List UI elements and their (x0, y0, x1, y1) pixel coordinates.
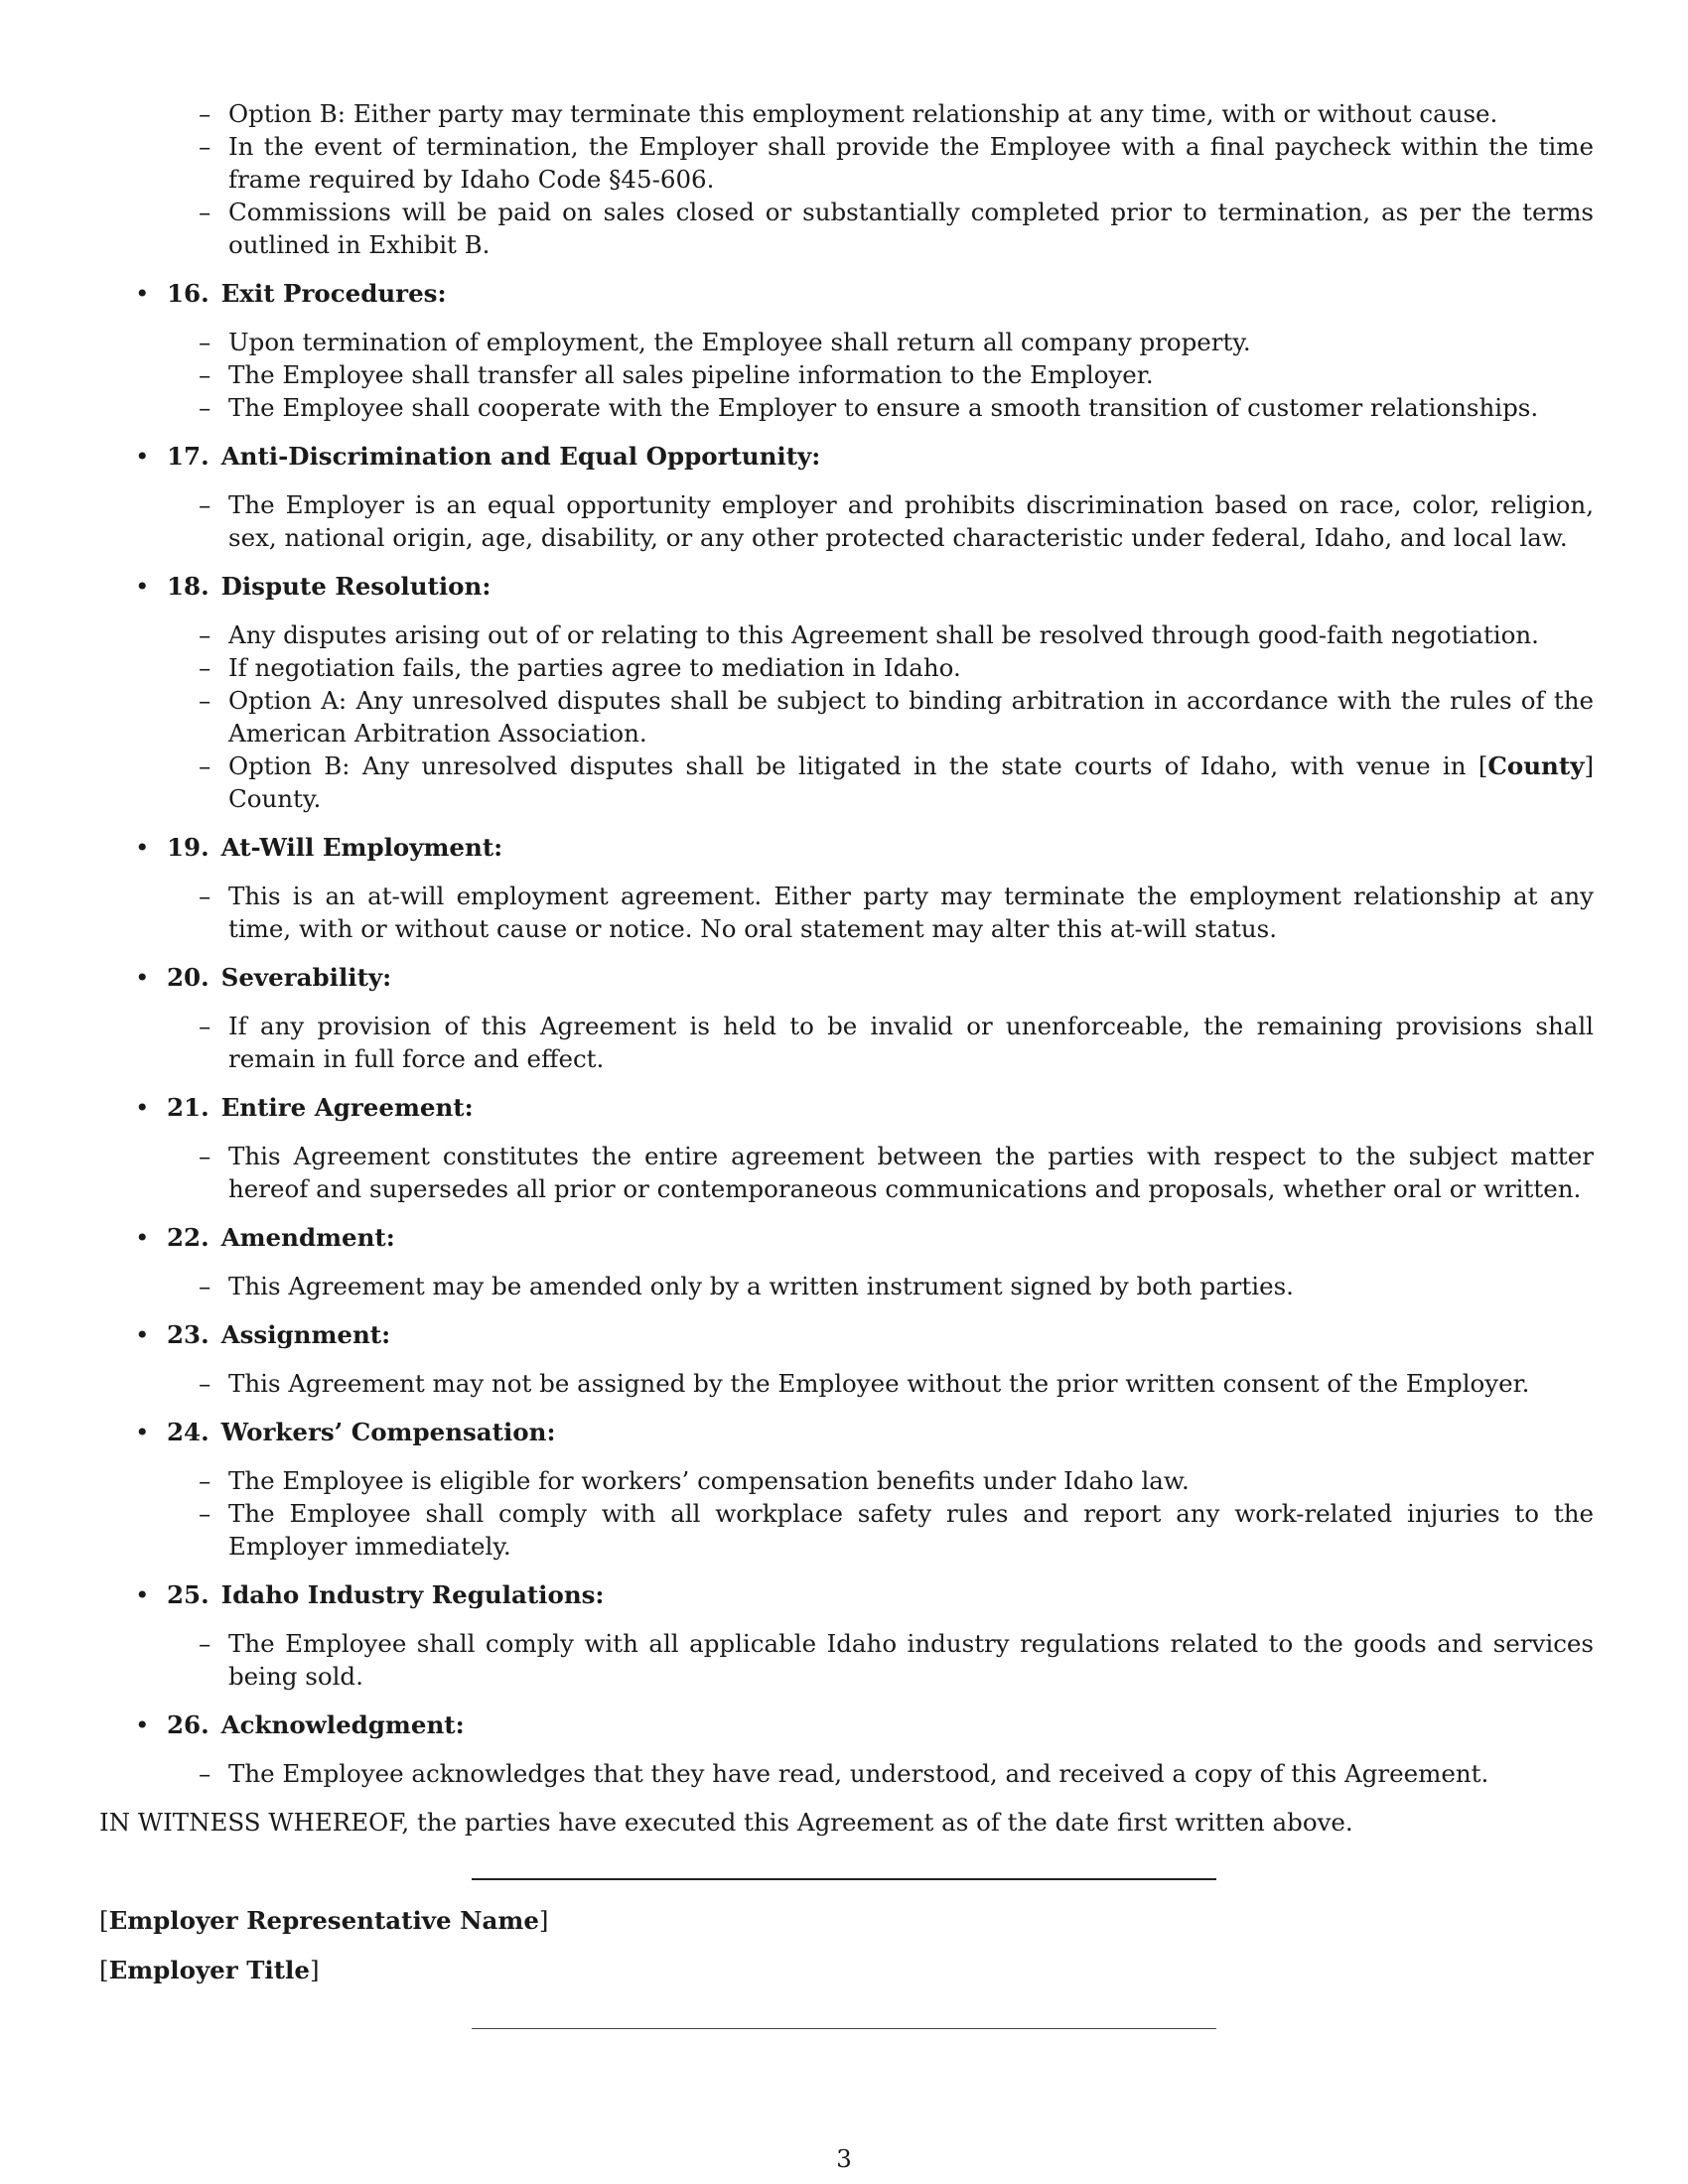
dash-bullet: – (199, 1272, 211, 1300)
employer-title-placeholder: [Employer Title] (99, 1956, 320, 1984)
dash-bullet: – (199, 1499, 211, 1528)
dash-bullet: – (199, 1629, 211, 1658)
section-heading: • 20. Severability: (135, 963, 392, 992)
list-item: – The Employee shall transfer all sales pipeline information to the Employer. (199, 360, 1154, 389)
sections-list (99, 277, 1594, 1790)
dash-bullet: – (199, 198, 211, 226)
list-item: – This Agreement may be amended only by a written instrument signed by both parties. (199, 1272, 1294, 1300)
list-item: – Option B: Any unresolved disputes shall be litigated in the state courts of Idaho, with venue in [County] County. (199, 751, 1594, 813)
dash-bullet: – (199, 132, 211, 161)
bullet-icon: • (135, 279, 150, 308)
section-heading: • 16. Exit Procedures: (135, 279, 447, 308)
section-heading: • 23. Assignment: (135, 1320, 391, 1349)
employer-signature-line (472, 1878, 1216, 1880)
list-item: – This is an at-will employment agreement. Either party may terminate the employment relationship at any time, with or without cause or notice. No oral statement may alter this at-will status. (199, 882, 1594, 943)
list-item: – In the event of termination, the Employer shall provide the Employee with a final paycheck within the time frame required by Idaho Code §45-606. (199, 132, 1594, 194)
bullet-icon: • (135, 963, 150, 992)
witness-clause: IN WITNESS WHEREOF, the parties have executed this Agreement as of the date first written above. (99, 1808, 1353, 1837)
dash-bullet: – (199, 751, 211, 780)
list-item: – The Employee shall comply with all workplace safety rules and report any work-related injuries to the Employer immediately. (199, 1499, 1594, 1561)
dash-bullet: – (199, 1142, 211, 1170)
dash-bullet: – (199, 393, 211, 422)
section-24 (99, 1416, 1594, 1563)
bullet-icon: • (135, 572, 150, 601)
section-heading: • 26. Acknowledgment: (135, 1710, 465, 1739)
dash-bullet: – (199, 882, 211, 910)
list-item: – This Agreement constitutes the entire agreement between the parties with respect to the subject matter hereof and supersedes all prior or contemporaneous communications and proposals, whether oral or written. (199, 1142, 1594, 1203)
section-heading: • 19. At-Will Employment: (135, 833, 503, 862)
employer-name-placeholder: [Employer Representative Name] (99, 1906, 549, 1935)
section-23 (99, 1318, 1594, 1400)
page-number: 3 (836, 2144, 852, 2173)
list-item: – The Employee shall cooperate with the Employer to ensure a smooth transition of customer relationships. (199, 393, 1539, 422)
section-heading: • 25. Idaho Industry Regulations: (135, 1580, 605, 1609)
section-22 (99, 1221, 1594, 1302)
section-heading: • 22. Amendment: (135, 1223, 395, 1252)
dash-bullet: – (199, 328, 211, 356)
section-17 (99, 440, 1594, 554)
list-item: – Commissions will be paid on sales closed or substantially completed prior to termination, as per the terms outlined in Exhibit B. (199, 198, 1594, 259)
dash-bullet: – (199, 653, 211, 682)
bullet-icon: • (135, 1418, 150, 1446)
list-item: – If negotiation fails, the parties agree to mediation in Idaho. (199, 653, 961, 682)
list-item: – Option B: Either party may terminate this employment relationship at any time, with or without cause. (199, 99, 1498, 128)
section-20 (99, 961, 1594, 1075)
list-item: – The Employee is eligible for workers’ compensation benefits under Idaho law. (199, 1466, 1190, 1495)
list-item: – This Agreement may not be assigned by the Employee without the prior written consent of the Employer. (199, 1369, 1530, 1398)
bullet-icon: • (135, 1320, 150, 1349)
bullet-icon: • (135, 1223, 150, 1252)
dash-bullet: – (199, 1466, 211, 1495)
bullet-icon: • (135, 442, 150, 471)
document-page (99, 97, 1594, 2029)
dash-bullet: – (199, 620, 211, 649)
employee-signature-line (472, 2028, 1216, 2029)
section-26 (99, 1708, 1594, 1790)
section-heading: • 21. Entire Agreement: (135, 1093, 474, 1122)
section-16 (99, 277, 1594, 424)
section-18 (99, 570, 1594, 815)
list-item: – The Employer is an equal opportunity employer and prohibits discrimination based on race, color, religion, sex, national origin, age, disability, or any other protected characteristic under federal, Idaho, and local law. (199, 490, 1594, 552)
section-25 (99, 1578, 1594, 1693)
dash-bullet: – (199, 360, 211, 389)
bullet-icon: • (135, 1580, 150, 1609)
dash-bullet: – (199, 686, 211, 715)
list-item: – If any provision of this Agreement is held to be invalid or unenforceable, the remaining provisions shall remain in full force and effect. (199, 1012, 1594, 1073)
continuation-list (99, 97, 1594, 261)
list-item: – Option A: Any unresolved disputes shall be subject to binding arbitration in accordance with the rules of the American Arbitration Association. (199, 686, 1594, 748)
section-21 (99, 1091, 1594, 1205)
bullet-icon: • (135, 833, 150, 862)
list-item: – The Employee acknowledges that they have read, understood, and received a copy of this Agreement. (199, 1759, 1489, 1788)
dash-bullet: – (199, 1012, 211, 1040)
bullet-icon: • (135, 1710, 150, 1739)
dash-bullet: – (199, 99, 211, 128)
list-item: – Any disputes arising out of or relating to this Agreement shall be resolved through good-faith negotiation. (199, 620, 1539, 649)
section-19 (99, 831, 1594, 945)
list-item: – The Employee shall comply with all applicable Idaho industry regulations related to the goods and services being sold. (199, 1629, 1594, 1691)
list-item: – Upon termination of employment, the Employee shall return all company property. (199, 328, 1251, 356)
section-heading: • 24. Workers’ Compensation: (135, 1418, 556, 1446)
county-placeholder: County (1487, 751, 1585, 780)
dash-bullet: – (199, 1369, 211, 1398)
section-heading: • 18. Dispute Resolution: (135, 572, 492, 601)
dash-bullet: – (199, 490, 211, 519)
dash-bullet: – (199, 1759, 211, 1788)
bullet-icon: • (135, 1093, 150, 1122)
section-heading: • 17. Anti-Discrimination and Equal Opportunity: (135, 442, 821, 471)
